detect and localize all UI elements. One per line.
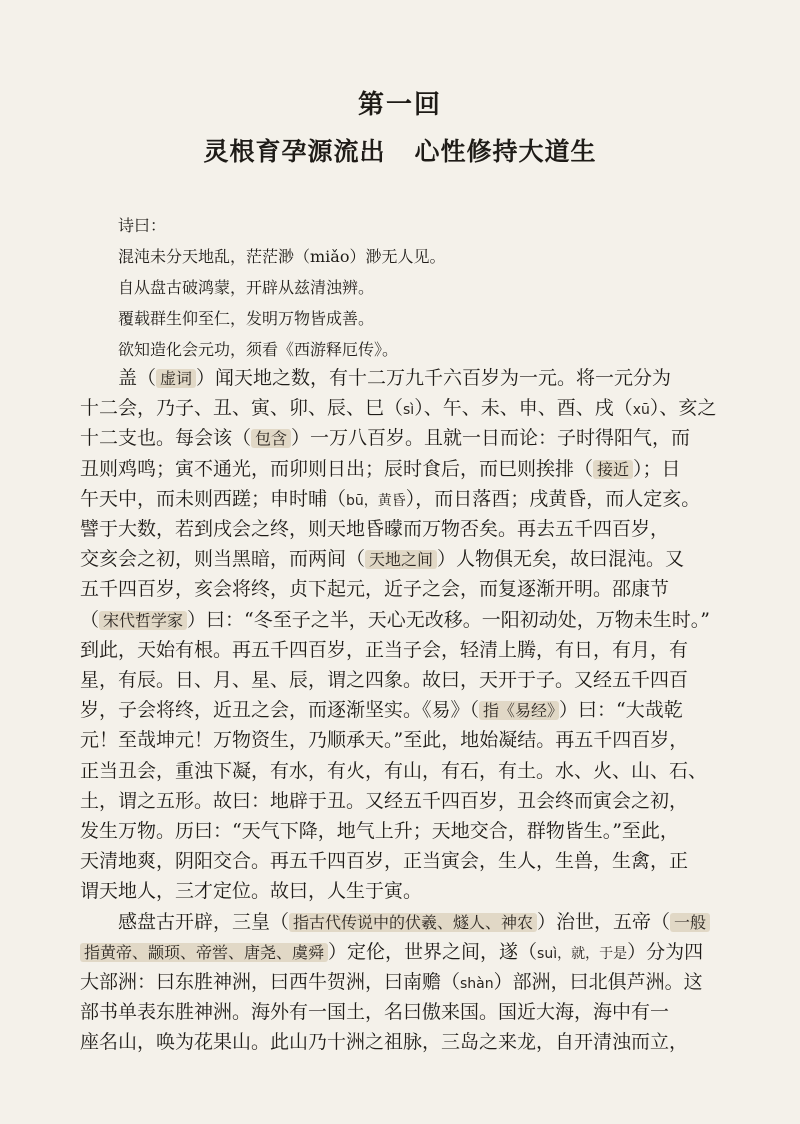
- poem-line: 自从盘古破鸿蒙，开辟从兹清浊辨。: [118, 278, 375, 297]
- text-run: 星，有辰。日、月、星、辰，谓之四象。故曰，天开于子。又经五千四百: [80, 669, 689, 691]
- pinyin-note: xū: [632, 402, 650, 419]
- text-run: 到此，天始有根。再五千四百岁，正当子会，轻清上腾，有日，有月，有: [80, 638, 689, 661]
- body-line: [80, 574, 704, 604]
- pinyin-note: sì: [403, 402, 415, 419]
- annotation-note: 一般: [670, 913, 710, 932]
- annotation-note: 虚词: [156, 369, 196, 388]
- text-run: 十二会，乃子、丑、寅、卯、辰、巳（: [80, 397, 404, 420]
- body-line: [80, 484, 704, 516]
- text-run: 譬于大数，若到戌会之终，则天地昏曚而万物否矣。再去五千四百岁，: [80, 518, 670, 540]
- text-run: ）曰：“大哉乾: [559, 699, 683, 722]
- body-line: [80, 635, 704, 665]
- text-run: ）治世，五帝（: [537, 910, 671, 933]
- text-run: ）人物俱无矣，故曰混沌。又: [437, 548, 685, 571]
- poem-line: 欲知造化会元功，须看《西游释厄传》。: [118, 340, 399, 359]
- body-line: [80, 423, 704, 454]
- pinyin-note: bū，黄昏: [346, 492, 406, 509]
- text-run: 感盘古开辟，三皇（: [118, 910, 290, 933]
- text-run: ）一万八百岁。且就一日而论：子时得阳气，而: [291, 427, 691, 450]
- poem-intro: 诗曰：: [118, 216, 167, 235]
- text-run: ）闻天地之数，有十二万九千六百岁为一元。将一元分为: [196, 367, 672, 389]
- text-run: 正当丑会，重浊下凝，有水，有火，有山，有石，有土。水、火、山、石、: [80, 759, 708, 782]
- text-run: 土，谓之五形。故曰：地辟于丑。又经五千四百岁，丑会终而寅会之初，: [80, 789, 689, 812]
- body-line: [80, 454, 704, 485]
- text-run: 丑则鸡鸣；寅不通光，而卯则日出；辰时食后，而巳则挨排（: [80, 457, 594, 480]
- annotation-note: 指黄帝、颛顼、帝喾、唐尧、虞舜: [80, 943, 328, 962]
- chapter-number: 第一回: [357, 90, 442, 120]
- body-line: [80, 786, 704, 816]
- text-run: 部书单表东胜神洲。海外有一国土，名曰傲来国。国近大海，海中有一: [80, 1001, 670, 1024]
- text-run: 岁，子会将终，近丑之会，而逐渐坚实。《易》（: [80, 699, 480, 722]
- pinyin-note: suì，就，于是: [537, 945, 628, 962]
- body-line: [80, 514, 704, 544]
- body-line: [80, 544, 704, 575]
- body-line: [80, 695, 704, 726]
- text-run: 发生万物。历曰：“天气下降，地气上升；天地交合，群物皆生。”至此，: [80, 820, 679, 842]
- body-line: [80, 997, 704, 1027]
- text-run: ）分为四: [627, 940, 704, 963]
- poem: [118, 210, 445, 365]
- text-run: 元！至哉坤元！万物资生，乃顺承天。”至此，地始凝结。再五千四百岁，: [80, 729, 689, 752]
- text-run: 午天中，而未则西蹉；申时晡（: [80, 487, 347, 510]
- body-line: [80, 876, 704, 906]
- body-line: [80, 665, 704, 695]
- annotation-note: 接近: [593, 460, 633, 479]
- body-line: [80, 393, 717, 425]
- body-line: [80, 605, 710, 636]
- annotation-note: 包含: [251, 429, 291, 448]
- poem-line: 混沌未分天地乱，茫茫渺（miǎo）渺无人见。: [118, 247, 446, 266]
- text-run: 交亥会之初，则当黑暗，而两间（: [80, 548, 366, 571]
- text-run: （: [80, 608, 100, 631]
- body-line: [80, 967, 704, 999]
- text-run: 座名山，唤为花果山。此山乃十洲之祖脉，三岛之来龙，自开清浊而立，: [80, 1031, 689, 1054]
- body-line: [80, 1027, 704, 1057]
- body-line: [80, 937, 704, 969]
- text-run: 十二支也。每会该（: [80, 427, 252, 450]
- poem-line: 覆载群生仰至仁，发明万物皆成善。: [118, 309, 375, 328]
- text-run: ）定伦，世界之间，遂（: [328, 940, 538, 963]
- text-run: 五千四百岁，亥会将终，贞下起元，近子之会，而复逐渐开明。邵康节: [80, 578, 670, 601]
- annotation-note: 指古代传说中的伏羲、燧人、神农: [289, 913, 537, 932]
- body-line: [80, 846, 704, 876]
- text-run: ）、午、未、申、酉、戌（: [414, 397, 633, 420]
- annotation-note: 指《易经》: [479, 701, 559, 720]
- annotation-note: 天地之间: [365, 550, 437, 569]
- annotation-note: 宋代哲学家: [99, 611, 187, 630]
- body-line: [80, 816, 704, 846]
- text-run: ）曰：“冬至子之半，天心无改移。一阳初动处，万物未生时。”: [187, 608, 710, 631]
- text-run: ）、亥之: [649, 397, 717, 420]
- text-run: ）部洲，曰北俱芦洲。这: [493, 971, 703, 993]
- text-run: ）；日: [633, 457, 681, 480]
- body-line: [80, 725, 704, 755]
- pinyin-note: shàn: [460, 976, 494, 992]
- text-run: 谓天地人，三才定位。故曰，人生于寅。: [80, 880, 423, 903]
- text-run: ），而日落酉；戌黄昏，而人定亥。: [405, 487, 701, 510]
- text-run: 天清地爽，阴阳交合。再五千四百岁，正当寅会，生人，生兽，生禽，正: [80, 850, 689, 873]
- chapter-title: 灵根育孕源流出 心性修持大道生: [203, 137, 597, 166]
- body-line: [80, 756, 708, 786]
- text-run: 大部洲：曰东胜神洲，曰西牛贺洲，曰南赡（: [80, 971, 461, 993]
- body-line: [118, 363, 704, 394]
- body-line: [118, 907, 707, 938]
- text-run: 盖（: [118, 367, 157, 389]
